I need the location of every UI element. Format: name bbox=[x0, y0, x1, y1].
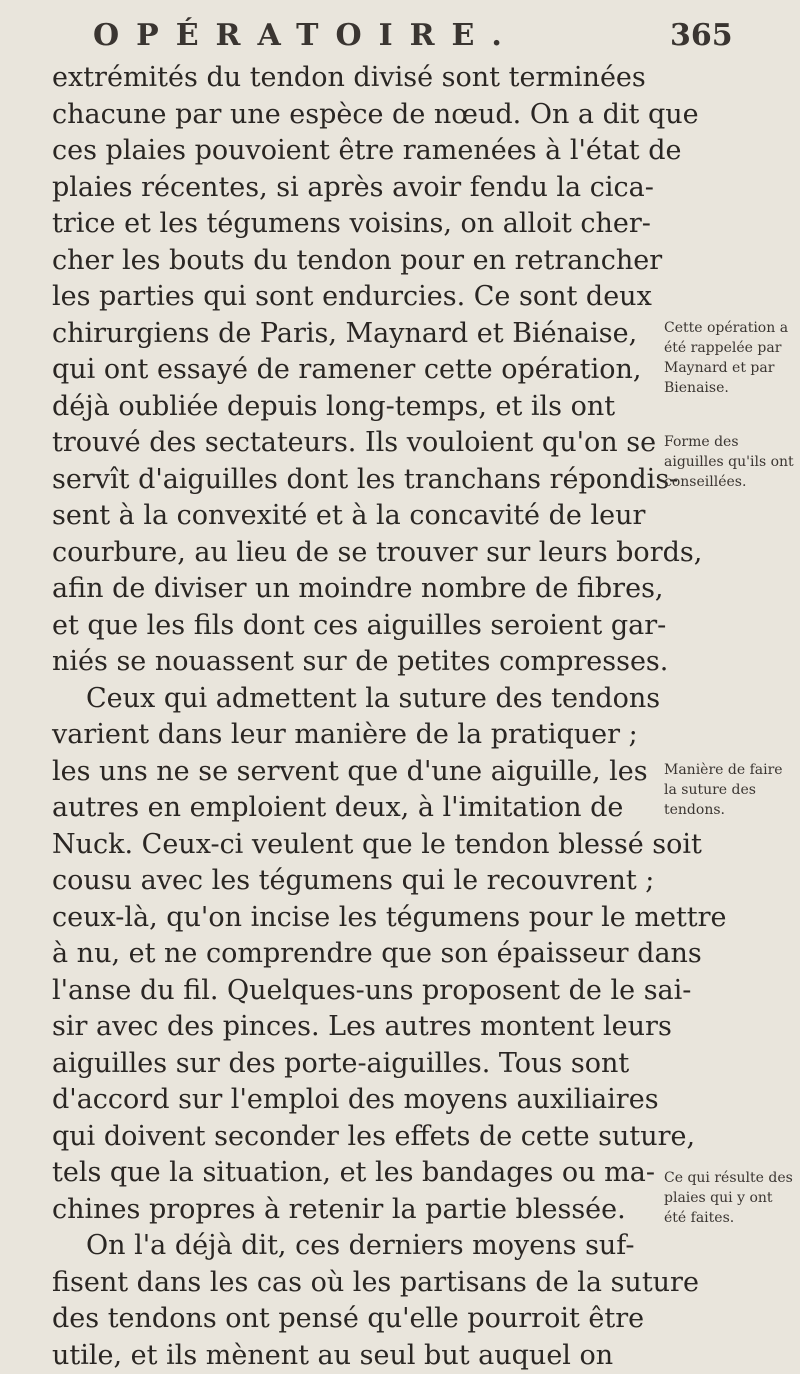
margin-note: Ce qui résulte des plaies qui y ont été faites. bbox=[664, 1168, 796, 1228]
text-line: autres en emploient deux, à l'imitation de bbox=[52, 790, 652, 827]
text-line: ces plaies pouvoient être ramenées à l'état de bbox=[52, 133, 652, 170]
text-line: les uns ne se servent que d'une aiguille, les bbox=[52, 754, 652, 791]
text-line: On l'a déjà dit, ces derniers moyens suf- bbox=[52, 1228, 652, 1265]
text-line: d'accord sur l'emploi des moyens auxiliaires bbox=[52, 1082, 652, 1119]
text-line: et que les fils dont ces aiguilles seroient gar- bbox=[52, 608, 652, 645]
text-line: trice et les tégumens voisins, on alloit cher- bbox=[52, 206, 652, 243]
text-line: niés se nouassent sur de petites compresses. bbox=[52, 644, 652, 681]
running-title: OPÉRATOIRE. bbox=[93, 18, 519, 53]
text-line: déjà oubliée depuis long-temps, et ils ont bbox=[52, 389, 652, 426]
text-line: courbure, au lieu de se trouver sur leurs bords, bbox=[52, 535, 652, 572]
text-line: sent à la convexité et à la concavité de leur bbox=[52, 498, 652, 535]
text-line: servît d'aiguilles dont les tranchans répondis- bbox=[52, 462, 652, 499]
main-text bbox=[52, 60, 652, 1374]
text-line: trouvé des sectateurs. Ils vouloient qu'on se bbox=[52, 425, 652, 462]
text-line: chacune par une espèce de nœud. On a dit que bbox=[52, 97, 652, 134]
text-line: chines propres à retenir la partie blessée. bbox=[52, 1192, 652, 1229]
margin-note: Cette opération a été rappelée par Maynard et par Bienaise. bbox=[664, 318, 796, 398]
margin-note: Forme des aiguilles qu'ils ont conseillées. bbox=[664, 432, 796, 492]
text-line: l'anse du fil. Quelques-uns proposent de le sai- bbox=[52, 973, 652, 1010]
text-line: tels que la situation, et les bandages ou ma- bbox=[52, 1155, 652, 1192]
text-line: fisent dans les cas où les partisans de la suture bbox=[52, 1265, 652, 1302]
text-line: les parties qui sont endurcies. Ce sont deux bbox=[52, 279, 652, 316]
text-line: chirurgiens de Paris, Maynard et Biénaise, bbox=[52, 316, 652, 353]
text-line: cher les bouts du tendon pour en retrancher bbox=[52, 243, 652, 280]
margin-note: Manière de faire la suture des tendons. bbox=[664, 760, 796, 820]
text-line: Nuck. Ceux-ci veulent que le tendon blessé soit bbox=[52, 827, 652, 864]
text-line: qui ont essayé de ramener cette opération, bbox=[52, 352, 652, 389]
text-line: utile, et ils mènent au seul but auquel on bbox=[52, 1338, 652, 1374]
text-line: sir avec des pinces. Les autres montent leurs bbox=[52, 1009, 652, 1046]
text-line: extrémités du tendon divisé sont terminées bbox=[52, 60, 652, 97]
text-line: plaies récentes, si après avoir fendu la cica- bbox=[52, 170, 652, 207]
text-line: ceux-là, qu'on incise les tégumens pour le mettre bbox=[52, 900, 652, 937]
text-line: afin de diviser un moindre nombre de fibres, bbox=[52, 571, 652, 608]
page-number: 365 bbox=[670, 18, 733, 53]
text-line: varient dans leur manière de la pratiquer ; bbox=[52, 717, 652, 754]
text-line: qui doivent seconder les effets de cette suture, bbox=[52, 1119, 652, 1156]
text-line: des tendons ont pensé qu'elle pourroit être bbox=[52, 1301, 652, 1338]
text-line: cousu avec les tégumens qui le recouvrent ; bbox=[52, 863, 652, 900]
page-header bbox=[0, 18, 800, 58]
text-line: à nu, et ne comprendre que son épaisseur dans bbox=[52, 936, 652, 973]
text-line: aiguilles sur des porte-aiguilles. Tous sont bbox=[52, 1046, 652, 1083]
text-line: Ceux qui admettent la suture des tendons bbox=[52, 681, 652, 718]
